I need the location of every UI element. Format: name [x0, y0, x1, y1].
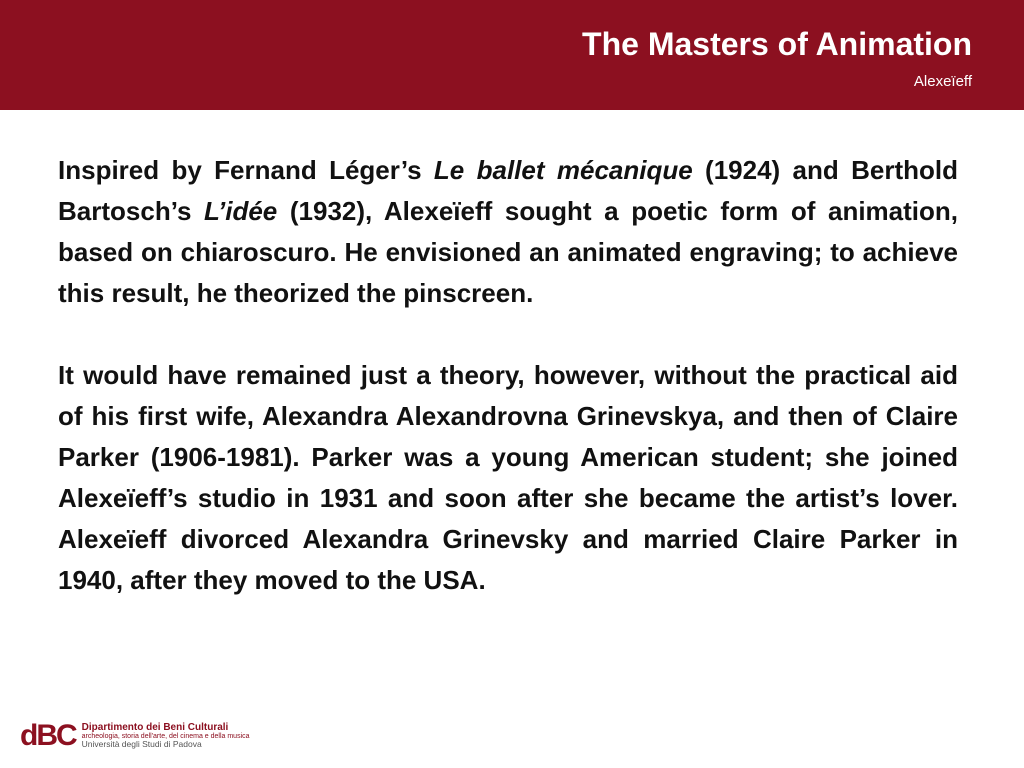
film-title-lidee: L’idée: [204, 196, 278, 226]
paragraph-1: [58, 150, 958, 314]
header-bar: [0, 0, 1024, 110]
paragraph-1-text-a: Inspired by Fernand Léger’s: [58, 155, 434, 185]
logo-department-name: Dipartimento dei Beni Culturali: [81, 721, 229, 733]
logo-text-block: [82, 723, 250, 750]
dbc-logo-mark: dBC: [20, 719, 76, 752]
slide-subtitle: Alexeïeff: [913, 73, 972, 90]
slide-body: [58, 150, 958, 642]
logo-department-fields: archeologia, storia dell'arte, del cinema e della musica: [81, 733, 250, 741]
paragraph-1-text-b: (1924) and Berthold Bartosch’s: [58, 155, 959, 226]
logo-university-name: Università degli Studi di Padova: [81, 739, 202, 750]
paragraph-1-text-c: (1932), Alexeïeff sought a poetic form of animation, based on chiaroscuro. He envisioned an animated engraving; to achieve this result, he theorized the pinscreen.: [58, 196, 959, 308]
university-logo: [20, 718, 250, 754]
paragraph-2: It would have remained just a theory, however, without the practical aid of his first wife, Alexandra Alexandrovna Grinevskya, and then of Claire Parker (1906-1981). Parker was a young American student; she joined Alexeïeff’s studio in 1931 and soon after she became the artist’s lover. Alexeïeff divorced Alexandra Grinevsky and married Claire Parker in 1940, after they moved to the USA.: [58, 360, 958, 595]
slide-title: The Masters of Animation: [582, 26, 972, 62]
film-title-ballet-mecanique: Le ballet mécanique: [433, 155, 693, 185]
